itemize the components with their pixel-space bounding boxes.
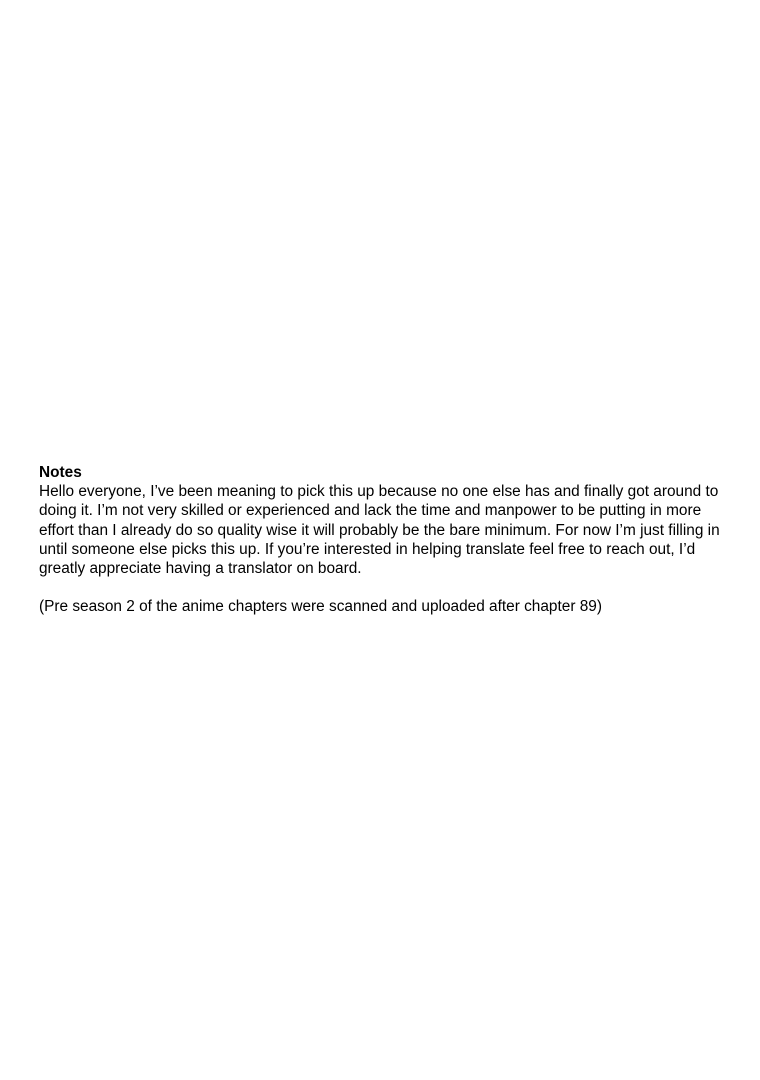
notes-body: Hello everyone, I’ve been meaning to pick this up because no one else has and finally got around to doing it. I’m not very skilled or experienced and lack the time and manpower to be putting in more effort than I already do so quality wise it will probably be the bare minimum. For now I’m just filling in until someone else picks this up. If you’re interested in helping translate feel free to reach out, I’d greatly appreciate having a translator on board.	[39, 483, 720, 578]
notes-footnote: (Pre season 2 of the anime chapters were scanned and uploaded after chapter 89)	[39, 598, 602, 616]
notes-section	[39, 463, 729, 617]
notes-heading: Notes	[39, 464, 82, 481]
